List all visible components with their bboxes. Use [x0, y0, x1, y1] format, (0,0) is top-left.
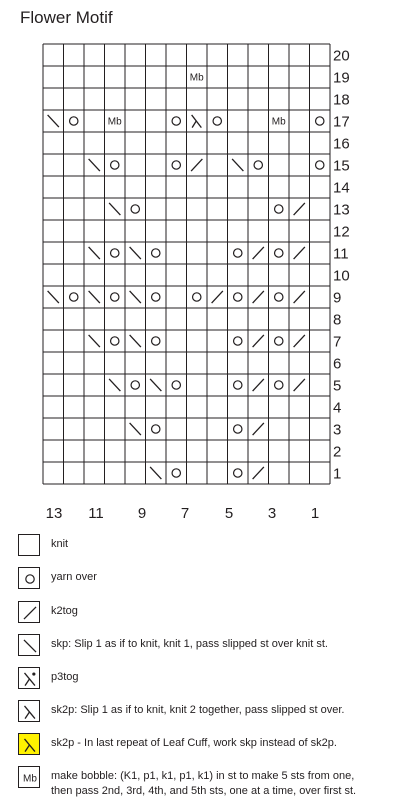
legend-text-line: p3tog [51, 671, 79, 683]
yarn-over-circle [234, 293, 242, 301]
row-number: 12 [333, 223, 350, 241]
yarn-over-circle [172, 469, 180, 477]
row-number: 5 [333, 377, 342, 395]
mb-symbol [23, 774, 37, 785]
sk2p-branch [192, 121, 196, 128]
skp-slash [232, 159, 243, 171]
k2tog-slash [253, 247, 264, 259]
k2tog-symbol [253, 335, 264, 347]
legend-symbol-box [18, 733, 40, 755]
skp-slash [89, 291, 100, 303]
p3tog-branch [25, 679, 29, 686]
skp-symbol [48, 115, 59, 127]
k2tog-symbol [294, 335, 305, 347]
yarn-over-circle [70, 293, 78, 301]
k2tog-slash [253, 423, 264, 435]
row-number: 3 [333, 421, 342, 439]
yo-symbol [234, 293, 242, 301]
legend-symbol-icon [19, 668, 41, 690]
legend-text-line: skp: Slip 1 as if to knit, knit 1, pass slipped st over knit st. [51, 638, 328, 650]
legend-symbol-box [18, 634, 40, 656]
yo-symbol [275, 381, 283, 389]
k2tog-slash [294, 203, 305, 215]
k2tog-slash [294, 335, 305, 347]
row-number: 17 [333, 113, 350, 131]
row-number: 8 [333, 311, 342, 329]
row-number: 4 [333, 399, 342, 417]
skp-slash [130, 335, 141, 347]
k2tog-symbol [253, 379, 264, 391]
chart-title: Flower Motif [20, 8, 113, 27]
skp-slash [48, 115, 59, 127]
skp-slash [150, 467, 161, 479]
k2tog-slash [294, 247, 305, 259]
skp-slash [24, 640, 36, 652]
k2tog-symbol [212, 291, 223, 303]
yarn-over-circle [254, 161, 262, 169]
skp-symbol [109, 379, 120, 391]
p3tog-dot [32, 672, 35, 675]
yo-symbol [234, 469, 242, 477]
yarn-over-circle [152, 293, 160, 301]
sk2p-symbol [192, 115, 202, 128]
k2tog-symbol [191, 159, 202, 171]
skp-symbol [109, 203, 120, 215]
skp-symbol [150, 379, 161, 391]
yo-symbol [111, 293, 119, 301]
legend-text-line: sk2p - In last repeat of Leaf Cuff, work skp instead of sk2p. [51, 737, 337, 749]
yo-symbol [111, 161, 119, 169]
yarn-over-circle [111, 337, 119, 345]
skp-slash [130, 247, 141, 259]
k2tog-slash [294, 291, 305, 303]
skp-symbol [130, 423, 141, 435]
legend-symbol-box [18, 601, 40, 623]
yarn-over-circle [275, 381, 283, 389]
yo-symbol [172, 381, 180, 389]
yo-symbol [275, 249, 283, 257]
legend-symbol-icon [19, 602, 41, 624]
sk2p-branch [25, 745, 29, 752]
row-number: 10 [333, 267, 350, 285]
k2tog-symbol [294, 379, 305, 391]
yo-symbol [172, 469, 180, 477]
yarn-over-circle [111, 293, 119, 301]
legend-text-line: sk2p: Slip 1 as if to knit, knit 2 together, pass slipped st over. [51, 704, 345, 716]
yarn-over-circle [234, 249, 242, 257]
sk2p-symbol [25, 706, 35, 719]
k2tog-symbol [24, 607, 36, 619]
yarn-over-circle [213, 117, 221, 125]
yarn-over-circle [152, 425, 160, 433]
column-number: 9 [137, 505, 147, 522]
yo-symbol [254, 161, 262, 169]
yo-symbol [193, 293, 201, 301]
yarn-over-circle [70, 117, 78, 125]
row-number: 14 [333, 179, 350, 197]
yo-symbol [234, 337, 242, 345]
yarn-over-circle [193, 293, 201, 301]
legend-description [51, 703, 345, 718]
mb-label: Mb [271, 116, 286, 128]
yarn-over-circle [275, 249, 283, 257]
yo-symbol [152, 425, 160, 433]
yarn-over-circle [152, 249, 160, 257]
skp-slash [109, 203, 120, 215]
k2tog-slash [24, 607, 36, 619]
yo-symbol [213, 117, 221, 125]
yarn-over-circle [234, 337, 242, 345]
row-number: 20 [333, 47, 350, 65]
k2tog-symbol [294, 291, 305, 303]
yo-symbol [70, 293, 78, 301]
k2tog-slash [294, 379, 305, 391]
legend-symbol-box [18, 667, 40, 689]
yo-symbol [131, 205, 139, 213]
legend-description [51, 736, 337, 751]
legend-text-line: yarn over [51, 571, 97, 583]
yarn-over-circle [316, 161, 324, 169]
k2tog-slash [253, 379, 264, 391]
k2tog-symbol [253, 291, 264, 303]
skp-symbol [89, 247, 100, 259]
row-number: 19 [333, 69, 350, 87]
skp-symbol [48, 291, 59, 303]
column-number: 3 [267, 505, 277, 522]
mb-symbol [190, 73, 204, 84]
row-number: 15 [333, 157, 350, 175]
yarn-over-circle [131, 381, 139, 389]
k2tog-symbol [294, 203, 305, 215]
k2tog-slash [212, 291, 223, 303]
legend-text-line: k2tog [51, 605, 78, 617]
yarn-over-circle [275, 293, 283, 301]
legend-text-line: knit [51, 538, 69, 550]
skp-slash [130, 291, 141, 303]
skp-symbol [130, 247, 141, 259]
yarn-over-circle [234, 381, 242, 389]
legend-symbol-box [18, 534, 40, 556]
yarn-over-circle [172, 161, 180, 169]
yarn-over-circle [234, 425, 242, 433]
skp-slash [109, 379, 120, 391]
yo-symbol [234, 249, 242, 257]
skp-symbol [150, 467, 161, 479]
yarn-over-circle [131, 205, 139, 213]
skp-slash [130, 423, 141, 435]
yo-symbol [111, 249, 119, 257]
mb-symbol [272, 117, 286, 128]
legend-description [51, 637, 328, 652]
sk2p-branch [25, 712, 29, 719]
legend-symbol-icon [19, 767, 41, 789]
yarn-over-circle [152, 337, 160, 345]
column-number: 5 [224, 505, 234, 522]
yo-symbol [111, 337, 119, 345]
column-number: 11 [88, 505, 104, 522]
skp-symbol [89, 291, 100, 303]
yo-symbol [275, 337, 283, 345]
mb-label: Mb [189, 72, 204, 84]
sk2p-symbol [25, 739, 35, 752]
yo-symbol [172, 117, 180, 125]
row-number: 7 [333, 333, 342, 351]
k2tog-symbol [294, 247, 305, 259]
skp-slash [89, 335, 100, 347]
skp-symbol [89, 335, 100, 347]
k2tog-symbol [253, 423, 264, 435]
yarn-over-circle [172, 381, 180, 389]
yo-symbol [275, 293, 283, 301]
k2tog-slash [253, 335, 264, 347]
legend-text-line: make bobble: (K1, p1, k1, p1, k1) in st to make 5 sts from one, [51, 770, 355, 782]
row-number: 18 [333, 91, 350, 109]
mb-label: Mb [107, 116, 122, 128]
row-number: 16 [333, 135, 350, 153]
mb-label: Mb [23, 773, 37, 785]
row-number: 6 [333, 355, 342, 373]
yo-symbol [172, 161, 180, 169]
legend-symbol-icon [19, 734, 41, 756]
k2tog-slash [253, 467, 264, 479]
mb-symbol [108, 117, 122, 128]
chart-grid [43, 44, 330, 484]
yarn-over-circle [316, 117, 324, 125]
skp-symbol [130, 291, 141, 303]
legend-description [51, 604, 78, 619]
row-number: 13 [333, 201, 350, 219]
yarn-over-circle [26, 575, 34, 583]
legend-symbol-icon [19, 568, 41, 590]
column-number: 1 [310, 505, 320, 522]
skp-slash [48, 291, 59, 303]
legend-symbol-box [18, 766, 40, 788]
legend-description [51, 570, 97, 585]
column-number: 7 [180, 505, 190, 522]
yarn-over-circle [234, 469, 242, 477]
legend-symbol-icon [19, 635, 41, 657]
yarn-over-circle [275, 205, 283, 213]
yo-symbol [275, 205, 283, 213]
legend-symbol-icon [19, 535, 41, 557]
yo-symbol [70, 117, 78, 125]
k2tog-symbol [253, 247, 264, 259]
yo-symbol [316, 161, 324, 169]
k2tog-symbol [253, 467, 264, 479]
row-number: 2 [333, 443, 342, 461]
yo-symbol [234, 425, 242, 433]
skp-slash [89, 247, 100, 259]
row-number: 11 [333, 245, 349, 263]
skp-symbol [232, 159, 243, 171]
legend-description [51, 670, 79, 685]
k2tog-slash [191, 159, 202, 171]
yarn-over-circle [111, 161, 119, 169]
legend-description [51, 537, 68, 552]
skp-slash [89, 159, 100, 171]
p3tog-symbol [25, 672, 36, 685]
legend-symbol-box [18, 700, 40, 722]
yo-symbol [152, 293, 160, 301]
yo-symbol [152, 337, 160, 345]
yarn-over-circle [111, 249, 119, 257]
legend-text-line: then pass 2nd, 3rd, 4th, and 5th sts, one at a time, over first st. [51, 785, 357, 797]
legend-symbol-box [18, 567, 40, 589]
yo-symbol [316, 117, 324, 125]
legend-symbol-icon [19, 701, 41, 723]
yo-symbol [152, 249, 160, 257]
skp-slash [150, 379, 161, 391]
row-number: 9 [333, 289, 342, 307]
row-number: 1 [333, 465, 342, 483]
yarn-over-circle [275, 337, 283, 345]
legend-description [51, 769, 356, 799]
skp-symbol [89, 159, 100, 171]
yo-symbol [131, 381, 139, 389]
skp-symbol [130, 335, 141, 347]
yo-symbol [234, 381, 242, 389]
yarn-over-circle [172, 117, 180, 125]
k2tog-slash [253, 291, 264, 303]
column-number: 13 [45, 505, 63, 522]
skp-symbol [24, 640, 36, 652]
yo-symbol [26, 575, 34, 583]
